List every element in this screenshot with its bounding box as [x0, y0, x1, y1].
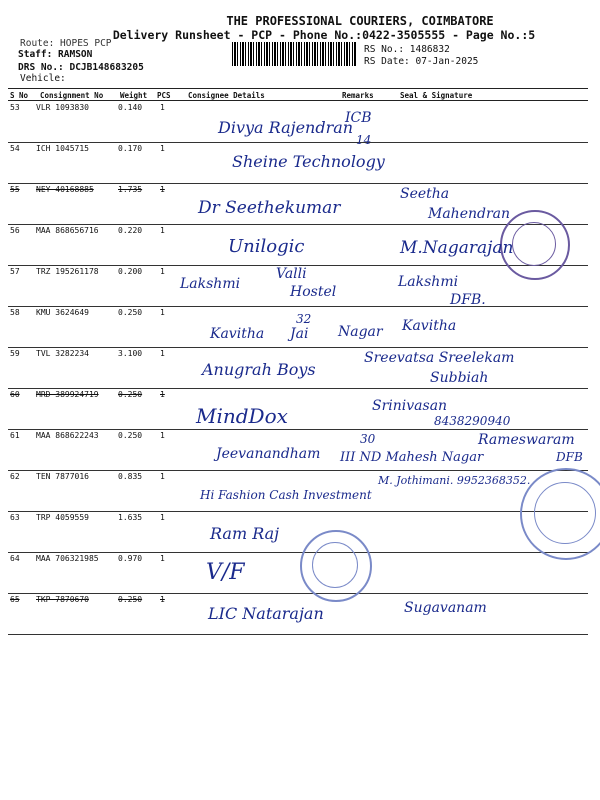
handwritten-note: MindDox	[196, 404, 288, 428]
runsheet-subtitle: Delivery Runsheet - PCP - Phone No.:0422-3505555 - Page No.:5	[112, 28, 536, 42]
handwritten-note: Jai	[290, 326, 309, 342]
row-sno: 62	[10, 472, 20, 481]
row-sno: 54	[10, 144, 20, 153]
row-pcs: 1	[160, 431, 165, 440]
row-pcs: 1	[160, 226, 165, 235]
row-weight: 1.635	[118, 513, 143, 522]
handwritten-note: Nagar	[338, 324, 383, 340]
row-pcs: 1	[160, 349, 165, 358]
handwritten-note: Kavitha	[402, 318, 457, 334]
handwritten-note: Jeevanandham	[216, 446, 321, 462]
row-pcs: 1	[160, 595, 165, 604]
vehicle-label: Vehicle:	[20, 73, 66, 84]
row-weight: 1.735	[118, 185, 143, 194]
handwritten-note: Rameswaram	[478, 432, 575, 448]
row-sno: 55	[10, 185, 20, 194]
route-label: Route: HOPES PCP	[20, 38, 112, 49]
row-pcs: 1	[160, 103, 165, 112]
row-pcs: 1	[160, 308, 165, 317]
row-consignment-no: TVL 3282234	[36, 349, 89, 358]
row-pcs: 1	[160, 144, 165, 153]
col-consignment: Consignment No	[40, 91, 104, 100]
handwritten-note: Valli	[276, 266, 307, 282]
handwritten-note: Seetha	[400, 186, 450, 202]
row-weight: 0.835	[118, 472, 143, 481]
rs-date: RS Date: 07-Jan-2025	[364, 56, 479, 67]
row-consignment-no: TRZ 195261178	[36, 267, 99, 276]
handwritten-note: Divya Rajendran	[218, 118, 354, 137]
row-pcs: 1	[160, 472, 165, 481]
stamp-seal	[300, 530, 372, 602]
handwritten-note: Subbiah	[430, 370, 489, 386]
handwritten-note: Sugavanam	[404, 600, 487, 616]
col-seal: Seal & Signature	[400, 91, 473, 100]
row-sno: 64	[10, 554, 20, 563]
handwritten-note: 14	[356, 133, 372, 147]
row-weight: 0.250	[118, 595, 143, 604]
handwritten-note: Srinivasan	[372, 398, 448, 414]
row-sno: 56	[10, 226, 20, 235]
handwritten-note: 32	[296, 312, 312, 326]
row-weight: 3.100	[118, 349, 143, 358]
row-consignment-no: NEY 40168885	[36, 185, 94, 194]
col-sno: S No	[10, 91, 29, 100]
row-consignment-no: TKP 7870670	[36, 595, 89, 604]
row-pcs: 1	[160, 267, 165, 276]
row-consignment-no: MAA 868656716	[36, 226, 99, 235]
row-pcs: 1	[160, 390, 165, 399]
row-sno: 57	[10, 267, 20, 276]
row-sno: 61	[10, 431, 20, 440]
row-sno: 53	[10, 103, 20, 112]
row-sno: 59	[10, 349, 20, 358]
col-weight: Weight	[120, 91, 148, 100]
row-weight: 0.250	[118, 308, 143, 317]
row-sno: 65	[10, 595, 20, 604]
col-consignee: Consignee Details	[188, 91, 265, 100]
row-weight: 0.250	[118, 431, 143, 440]
handwritten-note: Anugrah Boys	[202, 360, 316, 379]
row-weight: 0.220	[118, 226, 143, 235]
handwritten-note: 30	[360, 432, 376, 446]
handwritten-note: Unilogic	[228, 236, 305, 257]
handwritten-note: M. Jothimani. 9952368352.	[378, 474, 531, 487]
row-pcs: 1	[160, 513, 165, 522]
handwritten-note: Mahendran	[428, 206, 511, 222]
row-consignment-no: KMU 3624649	[36, 308, 89, 317]
row-pcs: 1	[160, 554, 165, 563]
row-consignment-no: TEN 7877016	[36, 472, 89, 481]
row-consignment-no: MAA 706321985	[36, 554, 99, 563]
handwritten-note: Lakshmi	[398, 274, 459, 290]
handwritten-note: Sheine Technology	[232, 152, 385, 171]
row-sno: 58	[10, 308, 20, 317]
table-row	[8, 552, 588, 594]
handwritten-note: III ND Mahesh Nagar	[340, 450, 484, 465]
handwritten-note: DFB.	[450, 292, 486, 308]
handwritten-note: Dr Seethekumar	[198, 198, 341, 218]
handwritten-note: Kavitha	[210, 326, 265, 342]
handwritten-note: Ram Raj	[210, 524, 280, 543]
table-row	[8, 511, 588, 553]
handwritten-note: Lakshmi	[180, 276, 241, 292]
row-weight: 0.170	[118, 144, 143, 153]
row-consignment-no: VLR 1093830	[36, 103, 89, 112]
row-sno: 60	[10, 390, 20, 399]
handwritten-note: V/F	[206, 560, 245, 585]
handwritten-note: Sreevatsa Sreelekam	[364, 350, 515, 366]
row-consignment-no: ICH 1045715	[36, 144, 89, 153]
row-sno: 63	[10, 513, 20, 522]
row-weight: 0.200	[118, 267, 143, 276]
handwritten-note: LIC Natarajan	[208, 604, 324, 623]
handwritten-note: Hostel	[290, 284, 337, 300]
col-pcs: PCS	[157, 91, 171, 100]
row-weight: 0.140	[118, 103, 143, 112]
drs-number: DRS No.: DCJB148683205	[18, 62, 144, 73]
handwritten-note: 8438290940	[434, 414, 511, 428]
company-name: THE PROFESSIONAL COURIERS, COIMBATORE	[226, 14, 494, 28]
handwritten-note: DFB	[556, 450, 583, 464]
row-weight: 0.250	[118, 390, 143, 399]
row-pcs: 1	[160, 185, 165, 194]
row-consignment-no: TRP 4059559	[36, 513, 89, 522]
handwritten-note: ICB	[345, 110, 372, 126]
row-weight: 0.970	[118, 554, 143, 563]
staff-label: Staff: RAMSON	[18, 49, 93, 60]
handwritten-note: M.Nagarajan	[400, 238, 514, 258]
col-remarks: Remarks	[342, 91, 374, 100]
rs-number: RS No.: 1486832	[364, 44, 450, 55]
handwritten-note: Hi Fashion Cash Investment	[200, 488, 372, 502]
row-consignment-no: MRD 389924719	[36, 390, 99, 399]
row-consignment-no: MAA 868622243	[36, 431, 99, 440]
header-rule-top	[8, 88, 588, 89]
barcode	[232, 42, 356, 66]
